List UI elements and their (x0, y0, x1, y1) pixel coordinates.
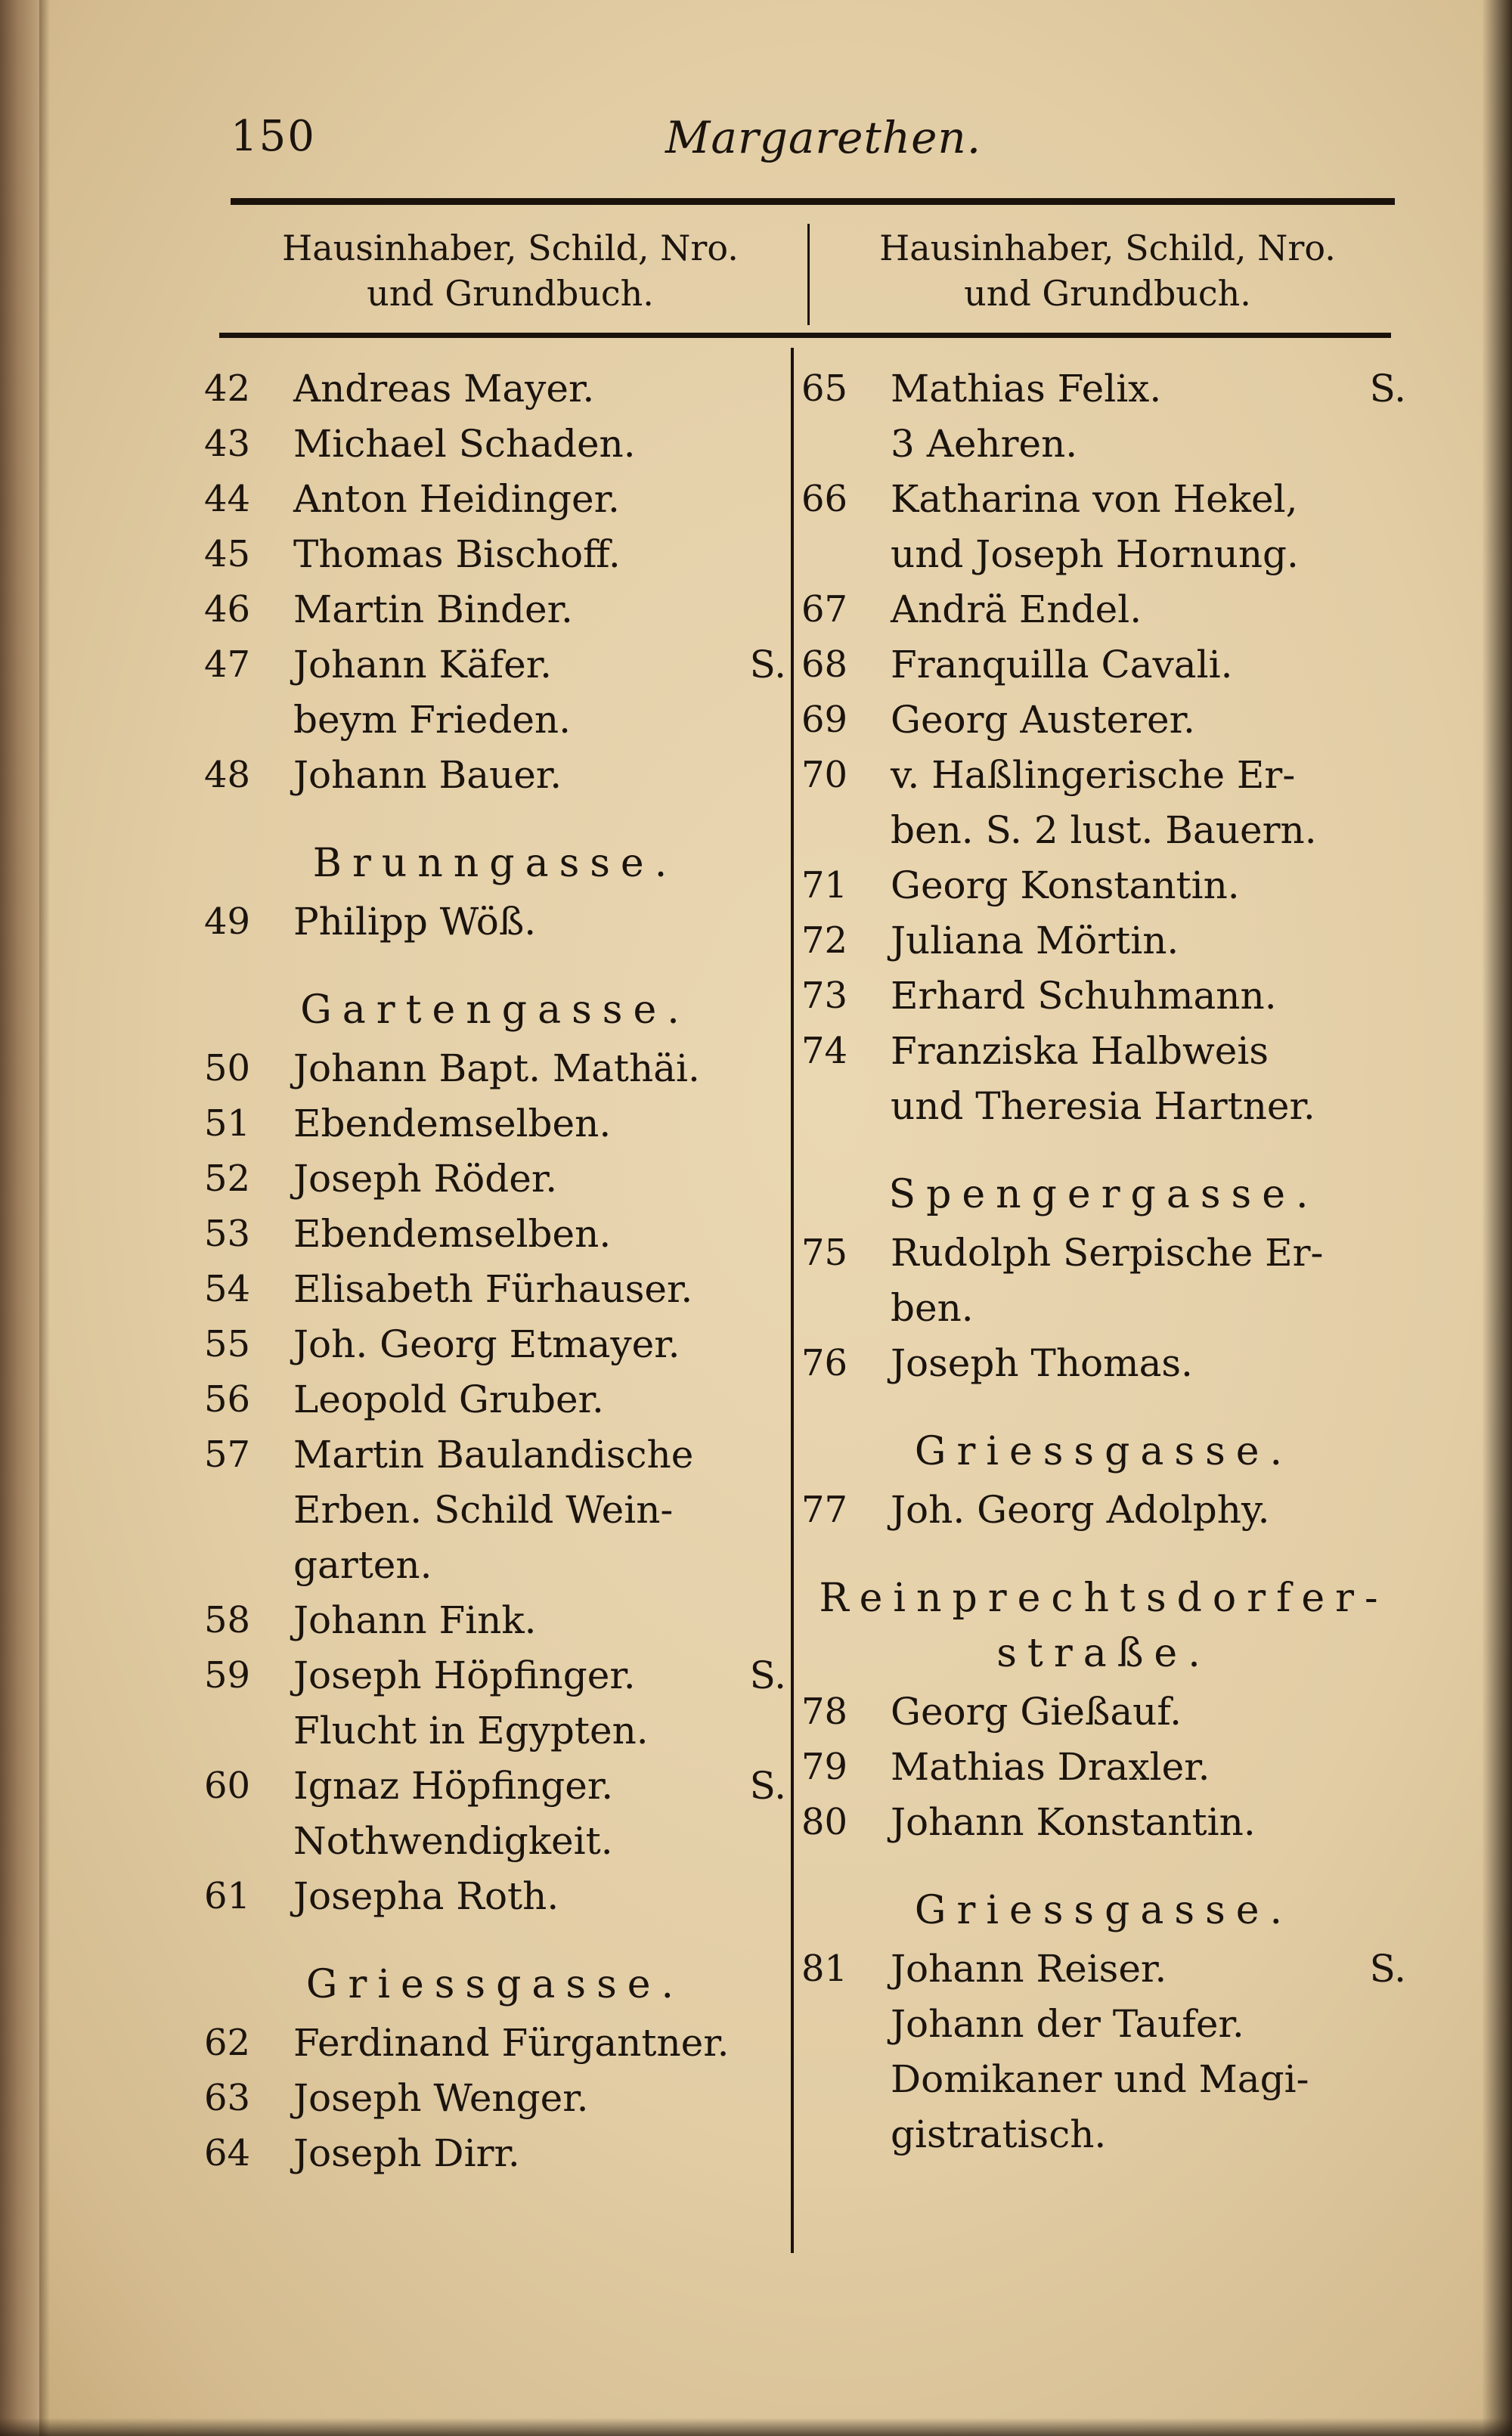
entry-continuation: und Theresia Hartner. (891, 1084, 1315, 1128)
owner-name: Joseph Wenger. (293, 2076, 589, 2120)
list-item (204, 1262, 786, 1317)
owner-name: Joseph Höpfinger. (293, 1653, 636, 1697)
entry-text (891, 913, 1406, 969)
entry-text (293, 1648, 786, 1759)
entry-text (891, 1684, 1406, 1740)
list-item (204, 1096, 786, 1151)
owner-name: Johann Käfer. (293, 643, 553, 686)
entry-text (293, 2126, 786, 2181)
list-item (204, 894, 786, 950)
entry-continuation: Domikaner und Magi- (891, 2057, 1309, 2101)
header-left-line1: Hausinhaber, Schild, Nro. (282, 228, 739, 268)
entry-text (293, 2016, 786, 2071)
owner-name: Juliana Mörtin. (891, 919, 1179, 962)
owner-name: Joh. Georg Etmayer. (293, 1322, 680, 1366)
page-number: 150 (231, 112, 316, 161)
list-item (801, 748, 1406, 858)
entry-text (293, 2071, 786, 2126)
entry-text (891, 1740, 1406, 1795)
left-column (204, 361, 786, 2181)
house-number: 72 (801, 919, 848, 962)
book-binding (0, 0, 39, 2436)
entry-text (891, 1226, 1406, 1336)
list-item (204, 637, 786, 748)
house-number: 61 (204, 1875, 251, 1917)
house-number: 45 (204, 533, 251, 575)
section-heading-line: straße. (996, 1631, 1211, 1676)
house-number: 68 (801, 643, 848, 686)
entry-text (293, 1207, 786, 1262)
house-number: 76 (801, 1342, 848, 1384)
owner-name: Thomas Bischoff. (293, 532, 621, 576)
entry-continuation: und Joseph Hornung. (891, 532, 1299, 576)
list-item (801, 693, 1406, 748)
sign-marker: S. (1369, 367, 1406, 411)
left-entries-c (204, 1041, 786, 1924)
owner-name: Andreas Mayer. (293, 367, 595, 411)
owner-name: Joseph Dirr. (293, 2131, 520, 2175)
owner-name: Ignaz Höpfinger. (293, 1764, 614, 1808)
house-number: 51 (204, 1102, 251, 1145)
entry-text (293, 1096, 786, 1151)
page-edge-shadow (1482, 0, 1512, 2436)
list-item (204, 417, 786, 472)
entry-text (293, 582, 786, 637)
house-number: 42 (204, 367, 251, 410)
entry-text (891, 969, 1406, 1024)
house-number: 78 (801, 1691, 848, 1733)
list-item (801, 1024, 1406, 1134)
list-item (204, 1317, 786, 1372)
header-bottom-rule (219, 333, 1391, 338)
house-number: 50 (204, 1047, 251, 1089)
owner-name: Johann Fink. (293, 1598, 537, 1642)
owner-name: Leopold Gruber. (293, 1378, 604, 1421)
house-number: 43 (204, 423, 251, 465)
owner-name: Anton Heidinger. (293, 477, 620, 521)
house-number: 69 (801, 699, 848, 741)
entry-continuation: beym Frieden. (293, 698, 572, 742)
list-item (204, 1151, 786, 1207)
entry-text (293, 527, 786, 582)
entry-text (293, 361, 786, 417)
entry-text (293, 417, 786, 472)
owner-name: Josepha Roth. (293, 1874, 559, 1918)
house-number: 52 (204, 1158, 251, 1200)
entry-continuation: garten. (293, 1543, 432, 1587)
list-item (801, 1483, 1406, 1538)
house-number: 71 (801, 864, 848, 907)
list-item (204, 1869, 786, 1924)
house-number: 44 (204, 478, 251, 520)
owner-name: Johann Bapt. Mathäi. (293, 1046, 700, 1090)
owner-name: Johann Bauer. (293, 753, 562, 797)
list-item (204, 472, 786, 527)
entry-text (293, 472, 786, 527)
owner-name: Mathias Draxler. (891, 1745, 1210, 1789)
owner-name: Ferdinand Fürgantner. (293, 2021, 730, 2065)
owner-name: Michael Schaden. (293, 422, 636, 466)
top-rule (231, 198, 1395, 205)
list-item (204, 1427, 786, 1593)
house-number: 62 (204, 2022, 251, 2064)
house-number: 48 (204, 754, 251, 796)
owner-name: Philipp Wöß. (293, 900, 537, 944)
header-right-line1: Hausinhaber, Schild, Nro. (879, 228, 1336, 268)
entry-text (293, 1262, 786, 1317)
list-item (204, 1593, 786, 1648)
house-number: 65 (801, 367, 848, 410)
sign-marker: S. (749, 1653, 786, 1697)
list-item (204, 1648, 786, 1759)
entry-text (891, 748, 1406, 858)
entry-text (293, 637, 786, 748)
column-divider (791, 348, 794, 2253)
list-item (204, 1041, 786, 1096)
house-number: 59 (204, 1654, 251, 1697)
entry-continuation: Johann der Taufer. (891, 2002, 1244, 2046)
owner-name: Franquilla Cavali. (891, 643, 1233, 686)
house-number: 81 (801, 1948, 848, 1990)
section-heading-multiline (801, 1571, 1406, 1681)
owner-name: Katharina von Hekel, (891, 477, 1298, 521)
house-number: 60 (204, 1765, 251, 1807)
entry-text (293, 1372, 786, 1427)
list-item (801, 582, 1406, 637)
owner-name: Georg Konstantin. (891, 863, 1240, 907)
list-item (204, 1759, 786, 1869)
entry-continuation: gistratisch. (891, 2112, 1107, 2156)
section-heading: Spengergasse. (888, 1172, 1319, 1217)
entry-text (293, 1759, 786, 1869)
house-number: 77 (801, 1489, 848, 1531)
house-number: 57 (204, 1433, 251, 1476)
list-item (204, 2071, 786, 2126)
house-number: 53 (204, 1213, 251, 1255)
entry-text (293, 748, 786, 803)
house-number: 55 (204, 1323, 251, 1365)
header-divider (807, 224, 810, 325)
entry-continuation: 3 Aehren. (891, 422, 1078, 466)
left-entries-b (204, 894, 786, 950)
entry-text (891, 1483, 1406, 1538)
list-item (204, 361, 786, 417)
house-number: 73 (801, 975, 848, 1017)
entry-text (891, 582, 1406, 637)
owner-name: v. Haßlingerische Er- (891, 753, 1296, 797)
entry-continuation: Flucht in Egypten. (293, 1709, 649, 1753)
binding-shadow (39, 0, 50, 2436)
entry-text (293, 1869, 786, 1924)
list-item (801, 361, 1406, 472)
right-entries-b (801, 1226, 1406, 1391)
right-column (801, 361, 1406, 2162)
page-bottom-shadow (0, 2418, 1512, 2436)
entry-text (891, 1336, 1406, 1391)
house-number: 49 (204, 900, 251, 943)
section-heading: Gartengasse. (300, 987, 690, 1033)
list-item (801, 1740, 1406, 1795)
entry-text (293, 1317, 786, 1372)
owner-name: Martin Baulandische (293, 1433, 694, 1477)
entry-text (891, 1795, 1406, 1850)
list-item (204, 1207, 786, 1262)
list-item (801, 1795, 1406, 1850)
house-number: 67 (801, 588, 848, 631)
section-heading: Brunngasse. (312, 841, 678, 886)
header-left (219, 225, 801, 331)
house-number: 63 (204, 2077, 251, 2119)
list-item (801, 1336, 1406, 1391)
house-number: 46 (204, 588, 251, 631)
house-number: 75 (801, 1232, 848, 1274)
sign-marker: S. (749, 1764, 786, 1808)
entry-text (891, 693, 1406, 748)
right-entries-d (801, 1684, 1406, 1850)
list-item (204, 527, 786, 582)
entry-continuation: ben. S. 2 lust. Bauern. (891, 808, 1317, 852)
list-item (801, 637, 1406, 693)
owner-name: Ebendemselben. (293, 1212, 612, 1256)
list-item (801, 858, 1406, 913)
list-item (801, 969, 1406, 1024)
entry-text (293, 1151, 786, 1207)
owner-name: Johann Reiser. (891, 1947, 1167, 1991)
owner-name: Joh. Georg Adolphy. (891, 1488, 1270, 1532)
list-item (204, 748, 786, 803)
house-number: 58 (204, 1599, 251, 1641)
owner-name: Joseph Röder. (293, 1157, 558, 1201)
list-item (204, 2016, 786, 2071)
house-number: 47 (204, 643, 251, 686)
list-item (801, 1684, 1406, 1740)
owner-name: Andrä Endel. (891, 587, 1142, 631)
house-number: 74 (801, 1030, 848, 1072)
owner-name: Georg Gießauf. (891, 1690, 1182, 1734)
header-right (816, 225, 1399, 331)
entry-text (891, 361, 1406, 472)
header-left-line2: und Grundbuch. (367, 273, 654, 314)
owner-name: Erhard Schuhmann. (891, 974, 1277, 1018)
entry-text (891, 637, 1406, 693)
house-number: 56 (204, 1378, 251, 1421)
list-item (204, 2126, 786, 2181)
house-number: 54 (204, 1268, 251, 1310)
left-entries-a (204, 361, 786, 803)
section-heading: Griessgasse. (305, 1962, 685, 2007)
house-number: 70 (801, 754, 848, 796)
owner-name: Joseph Thomas. (891, 1341, 1193, 1385)
house-number: 80 (801, 1801, 848, 1843)
owner-name: Ebendemselben. (293, 1102, 612, 1145)
right-entries-a (801, 361, 1406, 1134)
house-number: 66 (801, 478, 848, 520)
entry-text (891, 472, 1406, 582)
entry-continuation: Nothwendigkeit. (293, 1819, 613, 1863)
entry-text (293, 1041, 786, 1096)
entry-text (293, 1427, 786, 1593)
owner-name: Mathias Felix. (891, 367, 1162, 411)
list-item (801, 1942, 1406, 2162)
entry-text (293, 894, 786, 950)
house-number: 64 (204, 2132, 251, 2174)
owner-name: Elisabeth Fürhauser. (293, 1267, 693, 1311)
entry-text (891, 858, 1406, 913)
entry-continuation: ben. (891, 1286, 974, 1330)
entry-text (891, 1024, 1406, 1134)
sign-marker: S. (1369, 1947, 1406, 1991)
owner-name: Franziska Halbweis (891, 1029, 1269, 1073)
list-item (801, 472, 1406, 582)
house-number: 79 (801, 1746, 848, 1788)
section-heading-line: Reinprechtsdorfer- (819, 1576, 1389, 1621)
entry-text (293, 1593, 786, 1648)
header-right-line2: und Grundbuch. (964, 273, 1251, 314)
list-item (204, 1372, 786, 1427)
right-entries-e (801, 1942, 1406, 2162)
entry-text (891, 1942, 1406, 2162)
owner-name: Georg Austerer. (891, 698, 1195, 742)
section-heading: Griessgasse. (914, 1429, 1294, 1474)
right-entries-c (801, 1483, 1406, 1538)
sign-marker: S. (749, 643, 786, 686)
section-heading: Griessgasse. (914, 1888, 1294, 1933)
owner-name: Rudolph Serpische Er- (891, 1231, 1324, 1275)
list-item (801, 913, 1406, 969)
list-item (204, 582, 786, 637)
owner-name: Martin Binder. (293, 587, 573, 631)
left-entries-d (204, 2016, 786, 2181)
owner-name: Johann Konstantin. (891, 1800, 1256, 1844)
entry-continuation: Erben. Schild Wein- (293, 1488, 674, 1532)
list-item (801, 1226, 1406, 1336)
page-title: Margarethen. (665, 112, 982, 163)
